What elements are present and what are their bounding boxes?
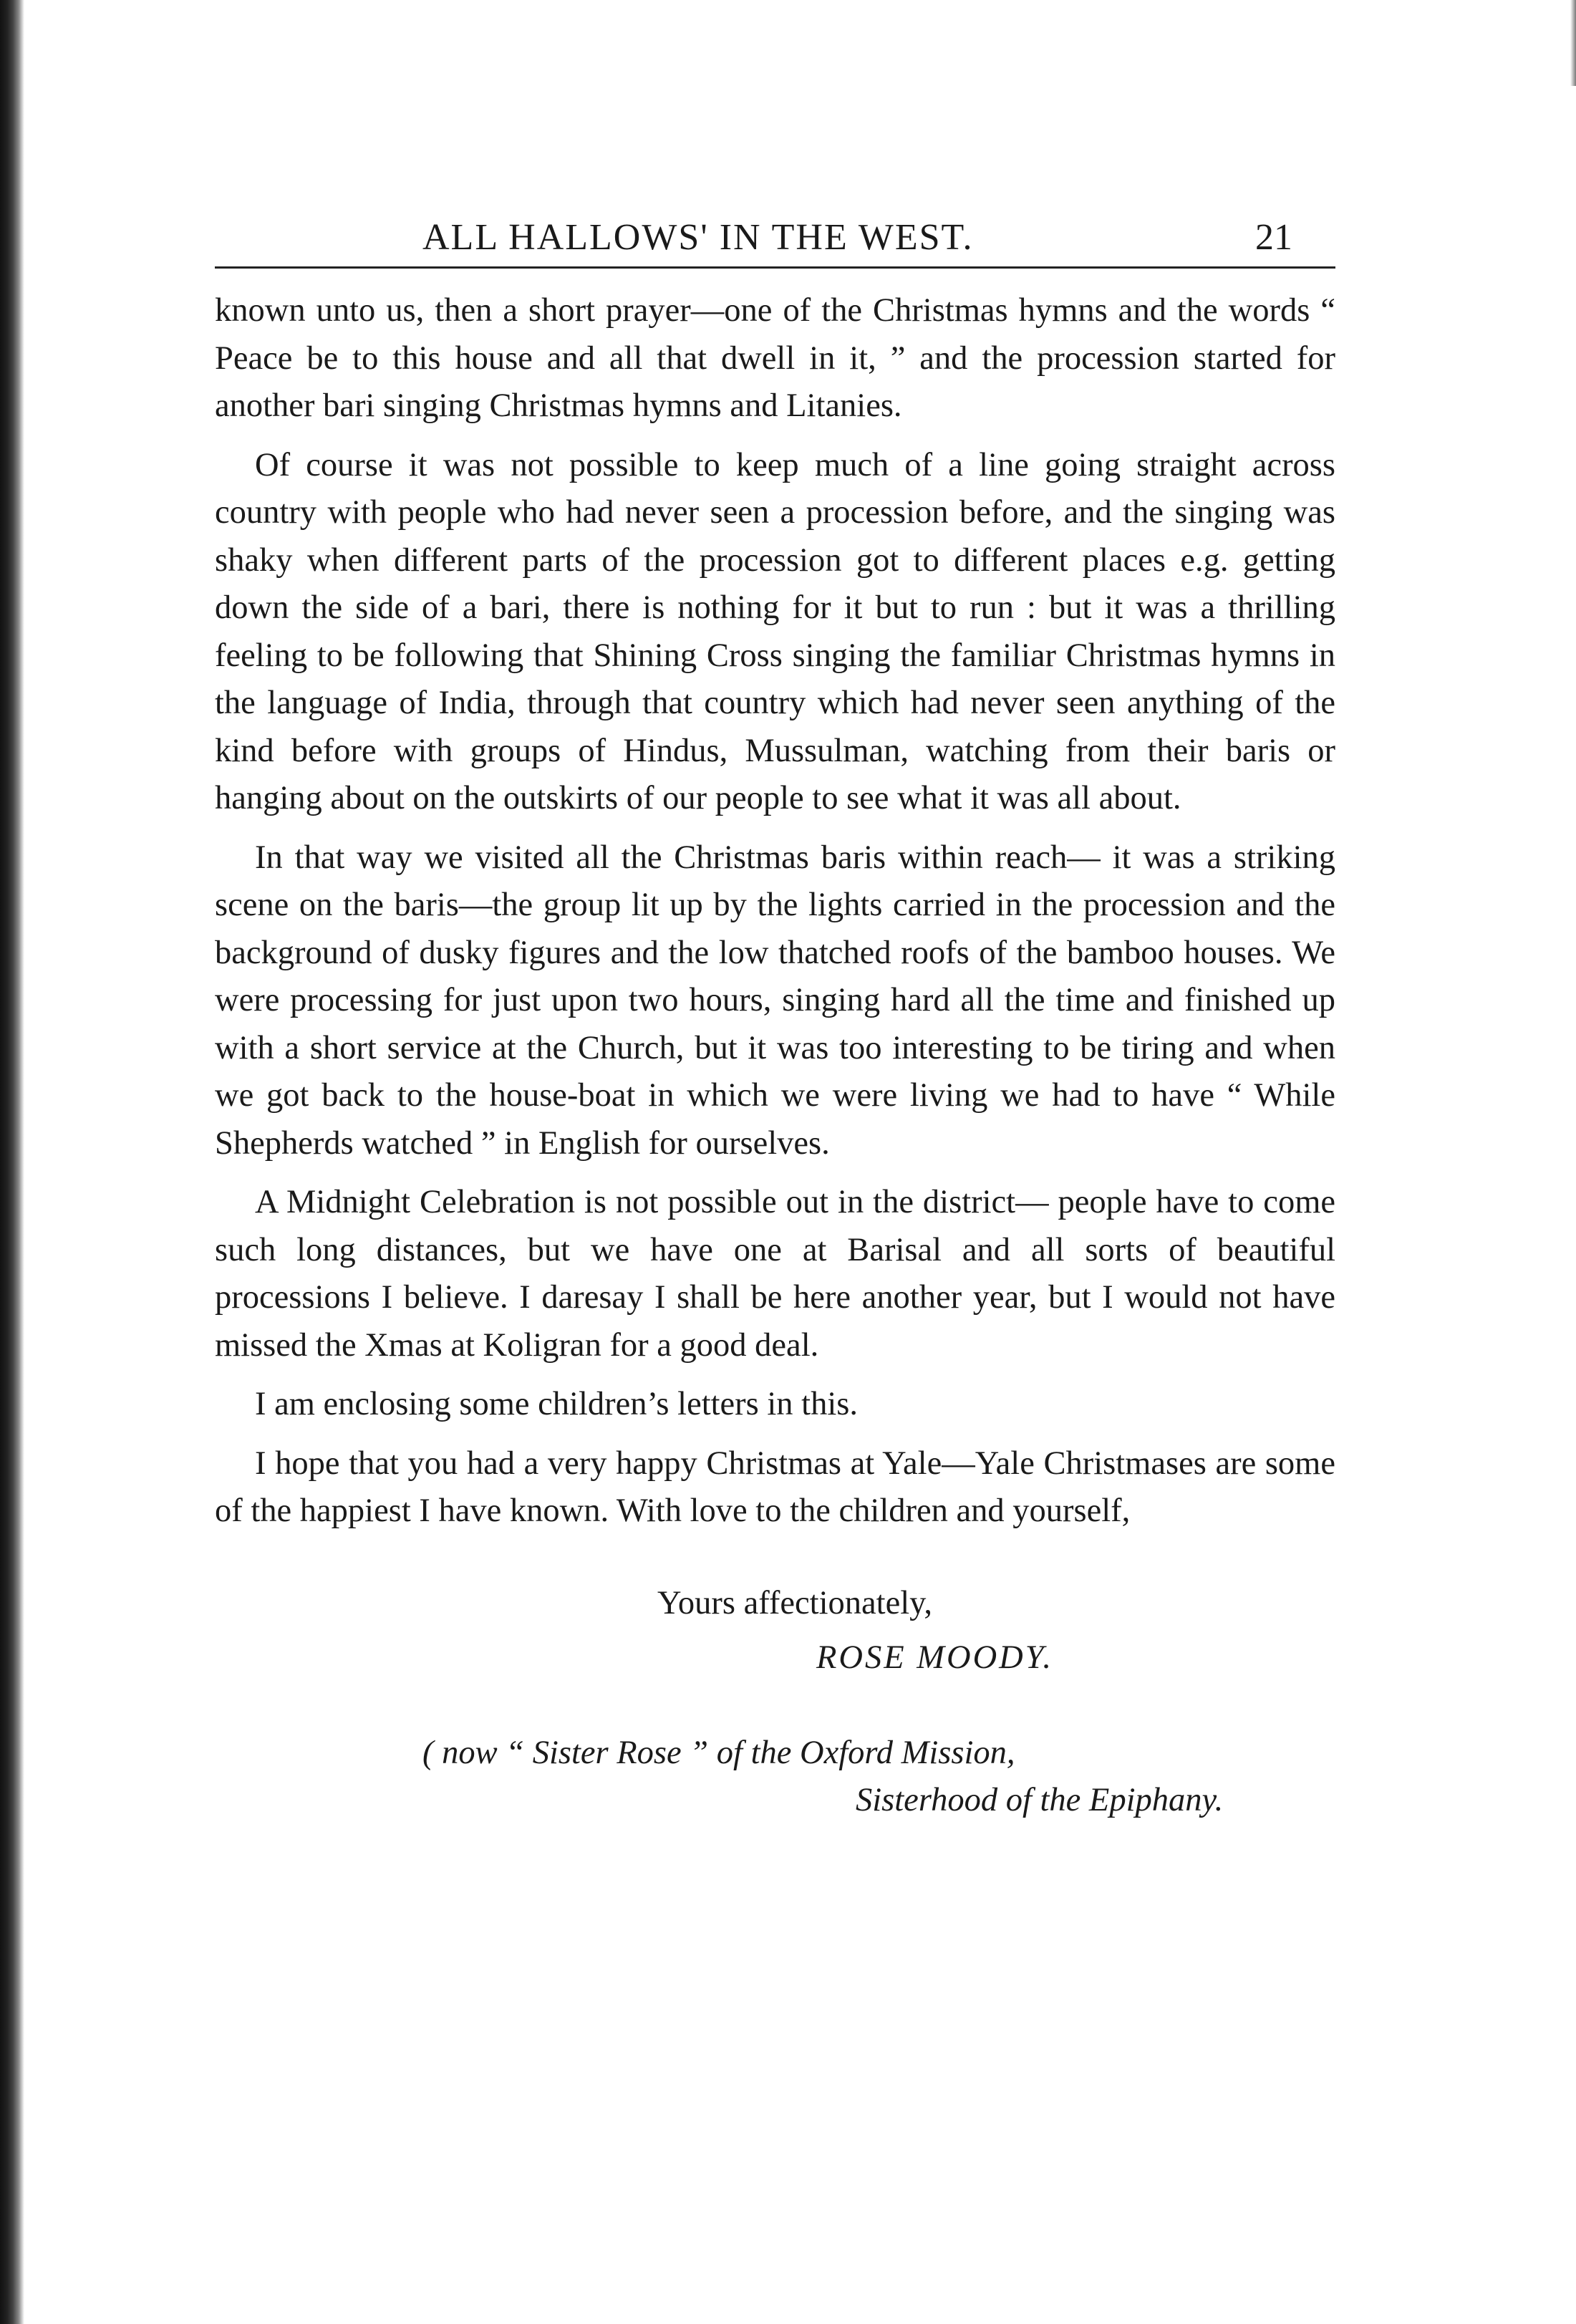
signature: ROSE MOODY. bbox=[816, 1639, 1053, 1676]
letter-body bbox=[215, 287, 1335, 1535]
running-title: ALL HALLOWS' IN THE WEST. bbox=[422, 217, 974, 258]
paragraph-5: I am enclosing some children’s letters in this. bbox=[255, 1386, 858, 1422]
valediction: Yours affectionately, bbox=[657, 1584, 932, 1621]
paragraph-6: I hope that you had a very happy Christmas at Yale—Yale Christmases are some of the happiest I have known. With love to the children and yourself, bbox=[215, 1445, 1335, 1529]
paragraph-2: Of course it was not possible to keep much of a line going straight across country with people who had never seen a procession before, and the singing was shaky when different parts of the procession got to different places e.g. getting down the side of a bari, there is nothing for it but to run : but it was a thrilling feeling to be following that Shining Cross singing the familiar Christmas hymns in the language of India, through that country which had never seen anything of the kind before with groups of Hindus, Mussulman, watching from their baris or hanging about on the outskirts of our people to see what it was all about. bbox=[215, 446, 1335, 816]
page bbox=[215, 215, 1335, 1825]
affiliation-note bbox=[215, 1730, 1335, 1825]
binding-edge bbox=[0, 0, 24, 2324]
affiliation-line-1: ( now “ Sister Rose ” of the Oxford Mission, bbox=[422, 1734, 1015, 1771]
running-head bbox=[215, 215, 1335, 269]
page-edge-right bbox=[1570, 0, 1576, 86]
letter-closing bbox=[215, 1580, 1335, 1682]
paragraph-4: A Midnight Celebration is not possible out in the district— people have to come such long distances, but we have one at Barisal and all sorts of beautiful processions I believe. I daresay I shall be here another year, but I would not have missed the Xmas at Koligran for a good deal. bbox=[215, 1184, 1335, 1364]
paragraph-1: known unto us, then a short prayer—one of the Christmas hymns and the words “ Peace be to this house and all that dwell in it, ” and the procession started for another bari singing Christmas hymns and Litanies. bbox=[215, 292, 1335, 424]
affiliation-line-2: Sisterhood of the Epiphany. bbox=[856, 1782, 1224, 1818]
paragraph-3: In that way we visited all the Christmas baris within reach— it was a striking scene on the baris—the group lit up by the lights carried in the procession and the background of dusky figures and the low thatched roofs of the bamboo houses. We were processing for just upon two hours, singing hard all the time and finished up with a short service at the Church, but it was too interesting to be tiring and when we got back to the house-boat in which we were living we had to have “ While Shepherds watched ” in English for ourselves. bbox=[215, 839, 1335, 1162]
page-number: 21 bbox=[1255, 217, 1292, 258]
